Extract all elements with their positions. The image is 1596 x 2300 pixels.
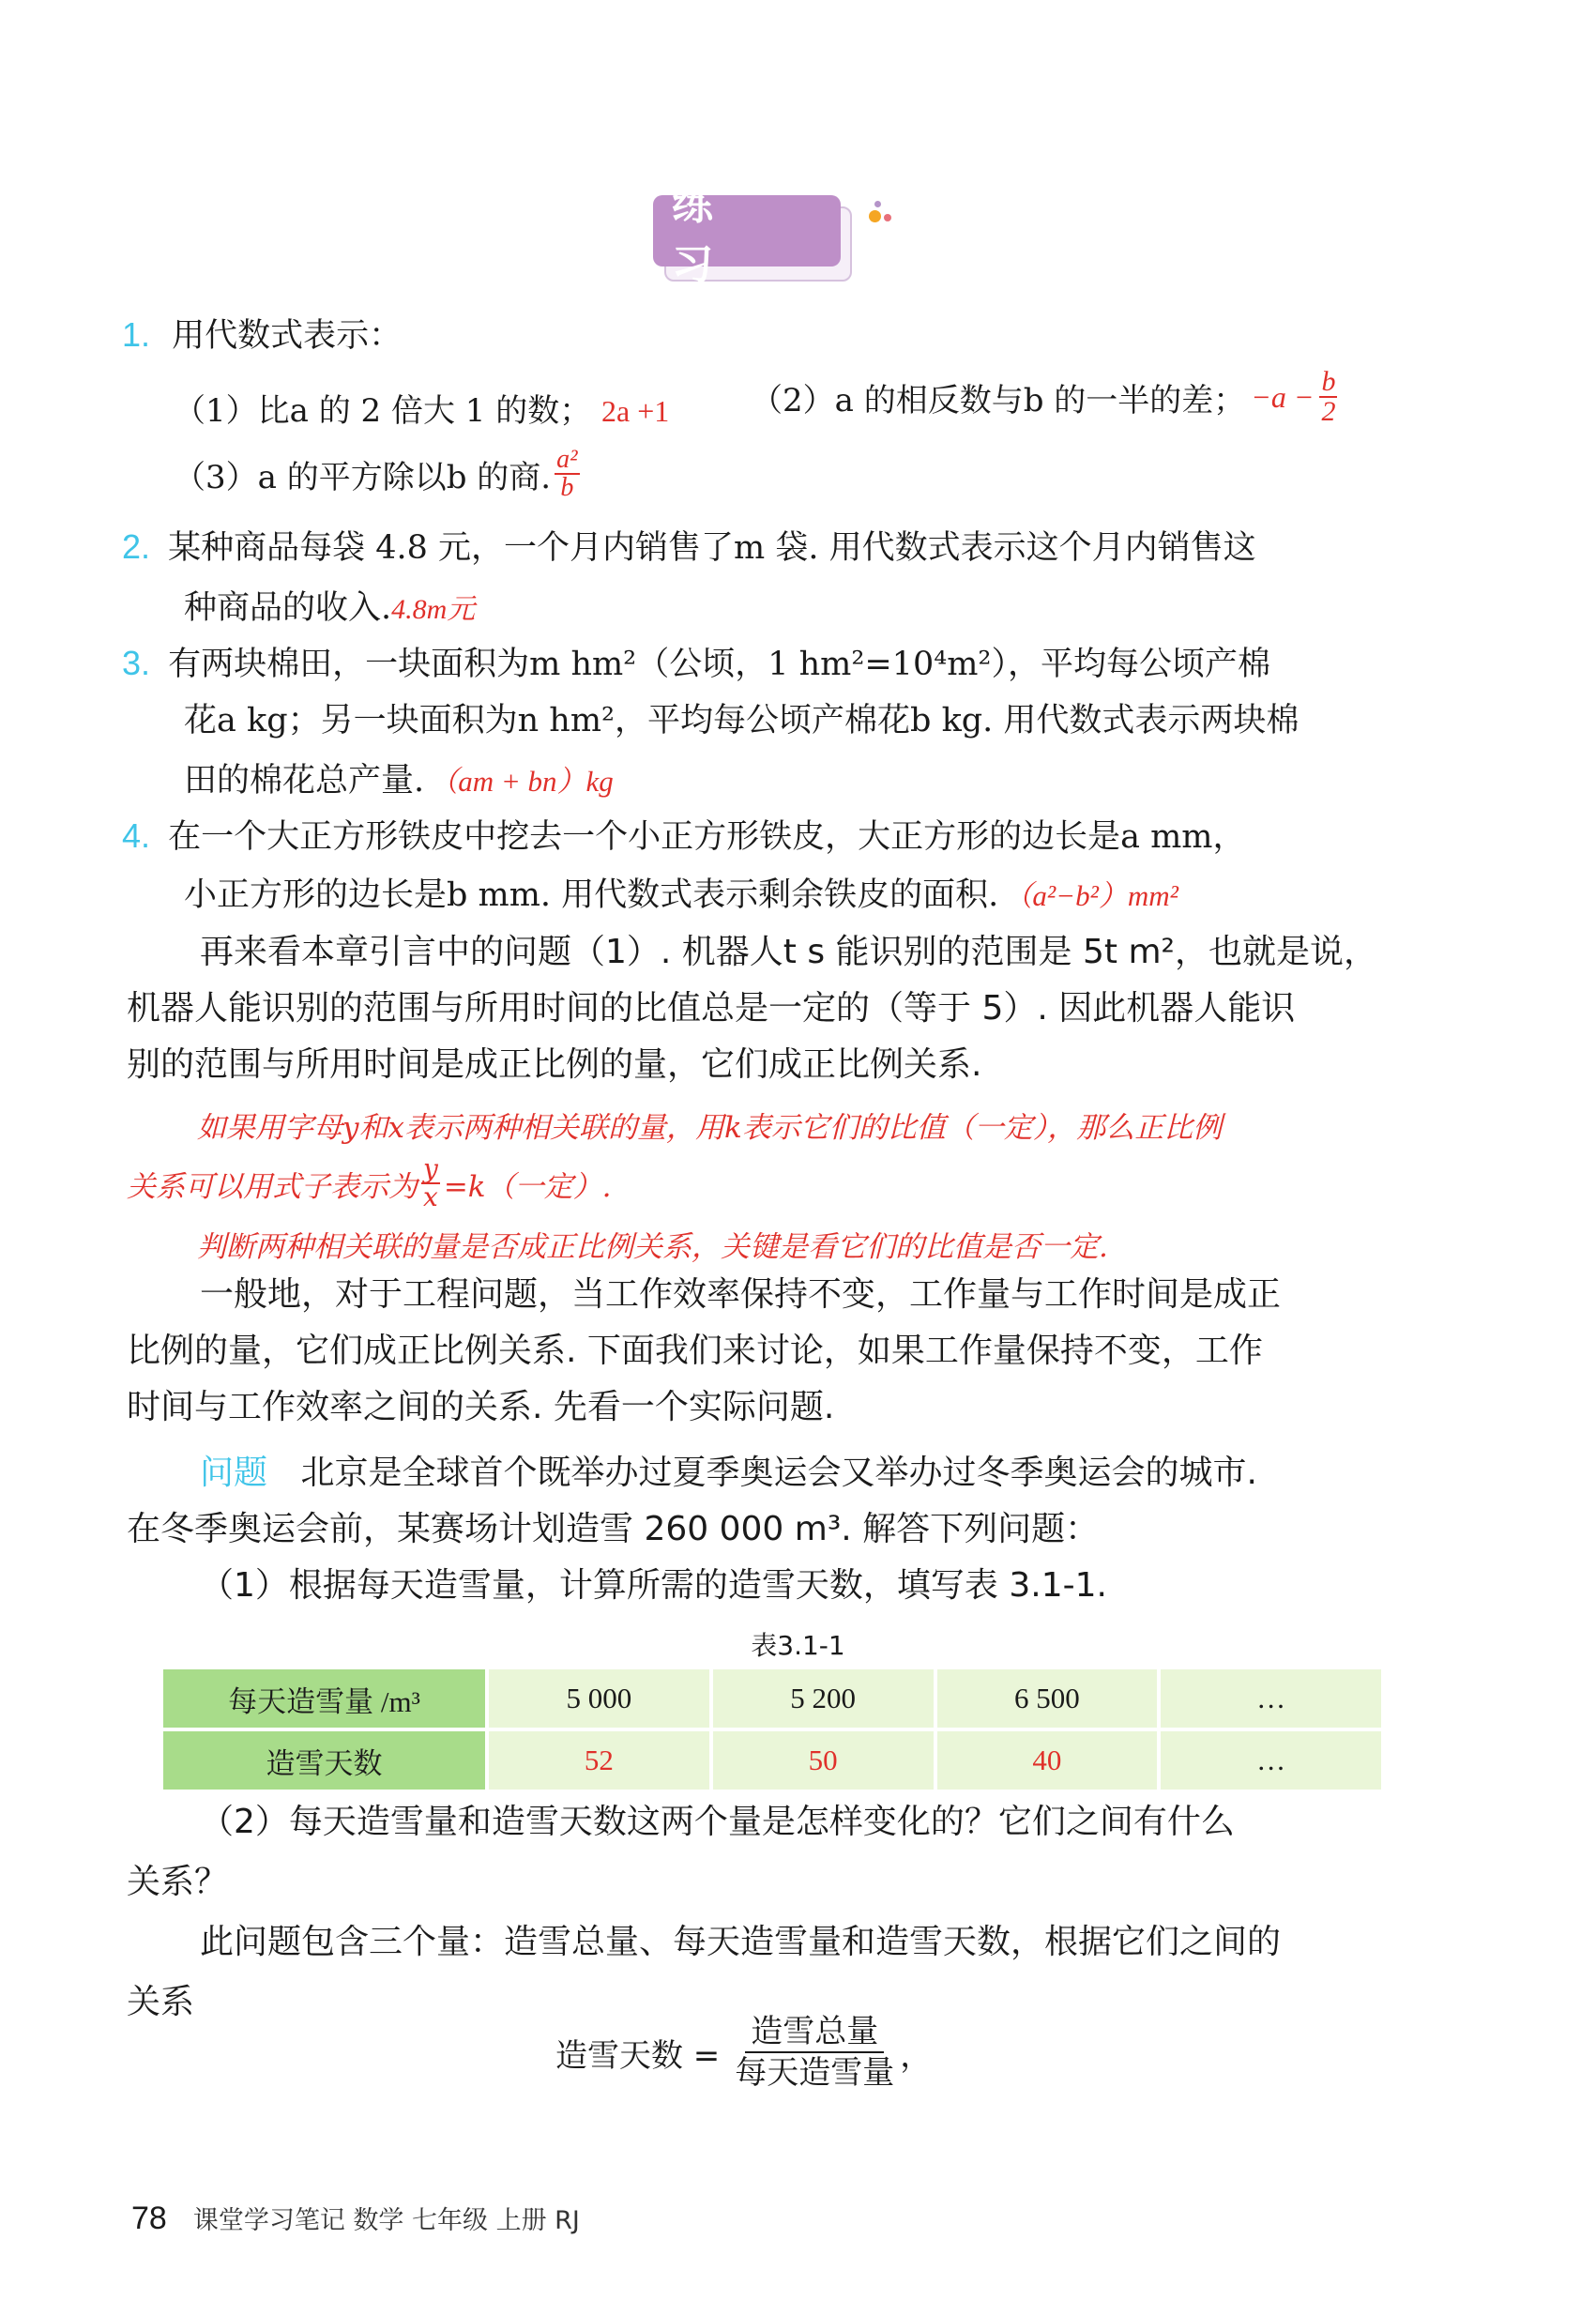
answer: （am + bn）kg [429, 765, 614, 798]
exercise-3: 3. 有两块棉田，一块面积为m hm²（公顷，1 hm²=10⁴m²），平均每公顷产棉 [122, 644, 1270, 683]
answer: 4.8m元 [391, 594, 476, 625]
y-over-x-fraction: $\frac{y}{x}$ [423, 1153, 438, 1212]
exercise-1-part-1: （1）比a 的 2 倍大 1 的数； 2a +1 [174, 392, 670, 430]
table-cell-answer: 50 [713, 1731, 934, 1790]
decor-dot-red [884, 214, 891, 221]
exercise-4-line-2: 小正方形的边长是b mm. 用代数式表示剩余铁皮的面积. （a²−b²）mm² [184, 876, 1178, 914]
exercise-1-part-3: （3） a 的平方除以b 的商. $\frac{\text{a²}}{b}$ [174, 445, 578, 502]
formula: 造雪天数 = $\frac{\text{造雪总量}}{\text{每天造雪量}}$ ， [555, 2013, 933, 2092]
exercise-prompt: 用代数式表示： [172, 317, 403, 355]
table-cell: 6 500 [937, 1669, 1158, 1728]
decor-dot-orange [869, 210, 881, 222]
exercise-2-line-2: 种商品的收入.4.8m元 [184, 589, 476, 627]
answer-fraction: $\frac{b}{2}$ [1321, 366, 1336, 427]
table-row [163, 1669, 1381, 1728]
note-proportional-formula: 关系可以用式子表示为 $\frac{y}{x}$ =k（一定）. [127, 1153, 612, 1212]
book-title: 课堂学习笔记 数学 七年级 上册 RJ [192, 2206, 580, 2235]
problem-label: 问题 [200, 1454, 268, 1492]
section-badge: 练 习 [653, 195, 841, 267]
exercise-1-part-2: （2） a 的相反数与b 的一半的差； −a − $\frac{b}{2}$ [751, 366, 1336, 427]
answer-prefix: −a − [1251, 379, 1315, 414]
table-cell: … [1161, 1731, 1381, 1790]
table-cell: 5 000 [489, 1669, 709, 1728]
question-1: （1）根据每天造雪量，计算所需的造雪天数，填写表 3.1-1. [200, 1566, 1107, 1605]
note-judgement: 判断两种相关联的量是否成正比例关系，关键是看它们的比值是否一定. [197, 1230, 1108, 1264]
snow-making-table [160, 1666, 1385, 1793]
formula-fraction: $\frac{\text{造雪总量}}{\text{每天造雪量}}$ [735, 2013, 895, 2092]
table-caption: 表3.1-1 [751, 1630, 845, 1661]
answer-fraction: $\frac{\text{a²}}{b}$ [556, 445, 578, 502]
row-header: 造雪天数 [163, 1731, 485, 1790]
exercise-3-line-3: 田的棉花总产量. （am + bn）kg [184, 762, 614, 800]
question-2: （2）每天造雪量和造雪天数这两个量是怎样变化的？它们之间有什么 关系？ 此问题包含三个量：造雪总量、每天造雪量和造雪天数，根据它们之间的 关系 [127, 1803, 1282, 2021]
exercise-4: 4. 在一个大正方形铁皮中挖去一个小正方形铁皮，大正方形的边长是a mm， [122, 816, 1246, 856]
exercise-2: 2. 某种商品每袋 4.8 元，一个月内销售了m 袋. 用代数式表示这个月内销售这 [122, 527, 1256, 567]
paragraph-1: 再来看本章引言中的问题（1）. 机器人t s 能识别的范围是 5t m²，也就是说， 机器人能识别的范围与所用时间的比值总是一定的（等于 5）. 因此机器人能识 别的范围与所用时间是成正比例的量，它们成正比例关系. [127, 933, 1377, 1084]
table-cell-answer: 40 [937, 1731, 1158, 1790]
page-number: 78 [131, 2201, 167, 2236]
table-cell: … [1161, 1669, 1381, 1728]
answer: 2a +1 [601, 394, 670, 428]
exercise-1 [122, 310, 402, 357]
row-header: 每天造雪量 /m³ [163, 1669, 485, 1728]
decor-dot-purple [874, 201, 881, 207]
exercise-number: 1. [122, 315, 151, 354]
footer [131, 2200, 580, 2237]
answer: （a²−b²）mm² [1003, 879, 1178, 912]
table-cell-answer: 52 [489, 1731, 709, 1790]
note-proportional-definition: 如果用字母y和x表示两种相关联的量，用k表示它们的比值（一定），那么正比例 [197, 1111, 1223, 1145]
paragraph-2: 一般地，对于工程问题，当工作效率保持不变，工作量与工作时间是成正 比例的量，它们成正比例关系. 下面我们来讨论，如果工作量保持不变，工作 时间与工作效率之间的关系. 先看一个实际问题. [127, 1275, 1282, 1426]
table-cell: 5 200 [713, 1669, 934, 1728]
exercise-3-line-2: 花a kg；另一块面积为n hm²，平均每公顷产棉花b kg. 用代数式表示两块棉 [184, 702, 1300, 739]
problem-block: 问题 北京是全球首个既举办过夏季奥运会又举办过冬季奥运会的城市. 在冬季奥运会前，某赛场计划造雪 260 000 m³. 解答下列问题： （1）根据每天造雪量，计算所需的造雪天数，填写表 3.1-1. [127, 1445, 1257, 1614]
table-row [163, 1731, 1381, 1790]
paragraph-3: 此问题包含三个量：造雪总量、每天造雪量和造雪天数，根据它们之间的 [200, 1923, 1282, 1961]
